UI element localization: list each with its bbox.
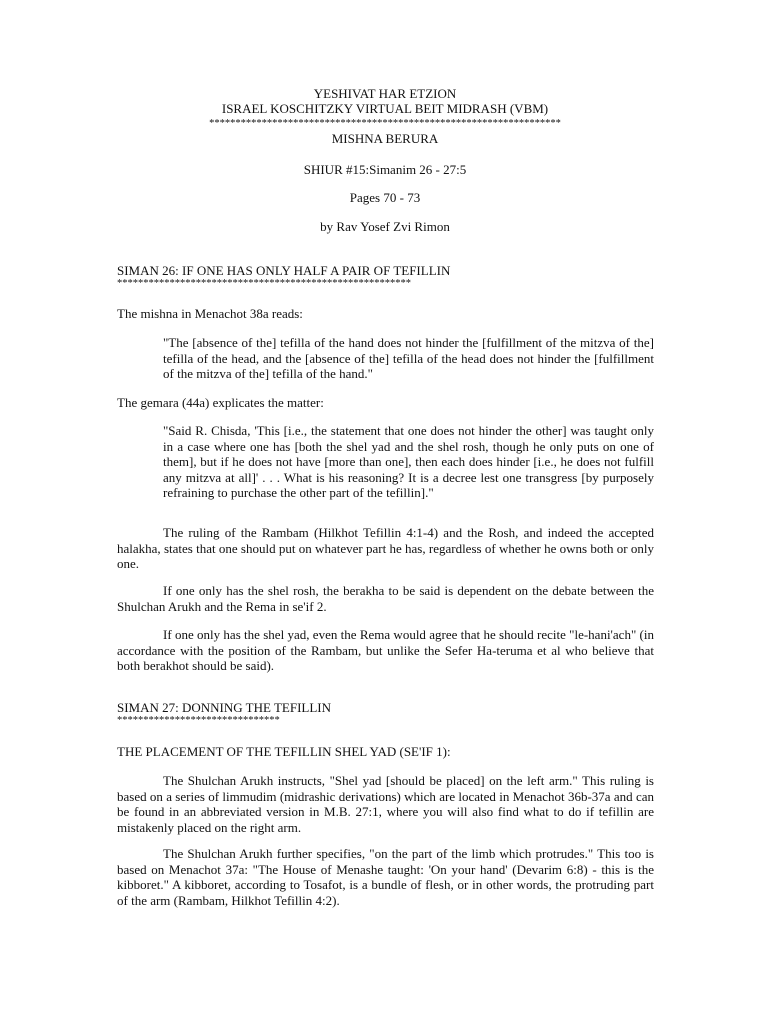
gemara-intro: The gemara (44a) explicates the matter:: [117, 395, 324, 410]
gemara-quote: "Said R. Chisda, 'This [i.e., the statement that one does not hinder the other] was taught only in a case where one has [both the shel yad and the shel rosh, though he only puts on one of them], but if he does not have [more than one], then each does hinder [i.e., he does not fulfill any mitzva at all]' . . . What is his reasoning? It is a decree lest one transgress [by purposely refraining to purchase the other part of the tefillin].": [163, 423, 654, 501]
shiur-number: SHIUR #15:Simanim 26 - 27:5: [303, 162, 467, 177]
siman-26-heading: SIMAN 26: IF ONE HAS ONLY HALF A PAIR OF TEFILLIN: [117, 263, 451, 278]
header-star-rule: *******************************************************************: [209, 118, 561, 129]
kibboret-paragraph: The Shulchan Arukh further specifies, "on the part of the limb which protrudes." This too is based on Menachot 37a: "The House of Menashe taught: 'On your hand' (Devarim 6:8) - this is the kibboret." A kibboret, according to Tosafot, is a bundle of flesh, or in other words, the protruding part of the arm (Rambam, Hilkhot Tefillin 4:2).: [117, 846, 654, 908]
mishna-intro: The mishna in Menachot 38a reads:: [117, 306, 303, 321]
siman-27-heading: SIMAN 27: DONNING THE TEFILLIN: [117, 700, 332, 715]
institution-name: YESHIVAT HAR ETZION: [313, 86, 457, 101]
placement-subheading: THE PLACEMENT OF THE TEFILLIN SHEL YAD (SE'IF 1):: [117, 744, 451, 759]
rambam-ruling-paragraph: The ruling of the Rambam (Hilkhot Tefillin 4:1-4) and the Rosh, and indeed the accepted halakha, states that one should put on whatever part he has, regardless of whether he owns both or only one.: [117, 525, 654, 572]
page-range: Pages 70 - 73: [349, 190, 421, 205]
shel-rosh-paragraph: If one only has the shel rosh, the berakha to be said is dependent on the debate between the Shulchan Arukh and the Rema in se'if 2.: [117, 583, 654, 614]
author-line: by Rav Yosef Zvi Rimon: [320, 219, 450, 234]
left-arm-paragraph: The Shulchan Arukh instructs, "Shel yad [should be placed] on the left arm." This ruling is based on a series of limmudim (midrashic derivations) which are located in Menachot 36b-37a and can be found in an abbreviated version in M.B. 27:1, where you will also find what to do if tefillin are mistakenly placed on the right arm.: [117, 773, 654, 835]
shel-yad-paragraph: If one only has the shel yad, even the Rema would agree that he should recite "le-hani'ach" (in accordance with the position of the Rambam, but unlike the Sefer Ha-teruma et al who believe that both berakhot should be said).: [117, 627, 654, 674]
siman-27-star-rule: *******************************: [117, 715, 280, 726]
document-header: [0, 86, 770, 146]
program-name: ISRAEL KOSCHITZKY VIRTUAL BEIT MIDRASH (VBM): [221, 101, 549, 116]
series-title: MISHNA BERURA: [331, 131, 439, 146]
mishna-quote: "The [absence of the] tefilla of the hand does not hinder the [fulfillment of the mitzva of the] tefilla of the head, and the [absence of the] tefilla of the head does not hinder the [fulfillment of the mitzva of the] tefilla of the hand.": [163, 335, 654, 382]
siman-26-star-rule: ********************************************************: [117, 278, 411, 289]
